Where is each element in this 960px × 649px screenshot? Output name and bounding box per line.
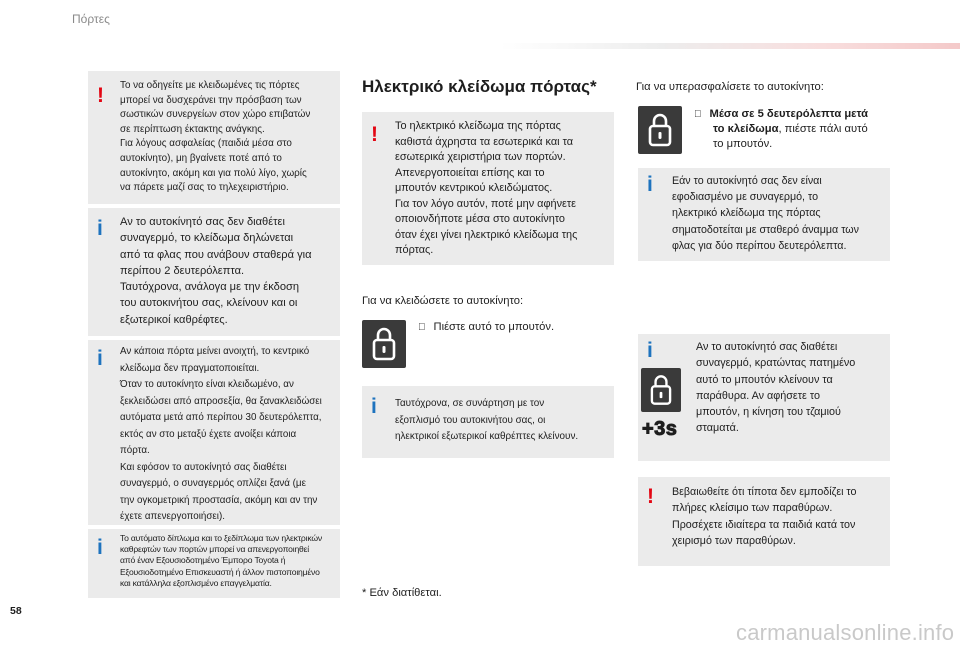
alarm-text — [696, 339, 855, 437]
text-line: Εάν το αυτοκίνητό σας δεν είναι — [672, 175, 822, 187]
text-line: από τα φλας που ανάβουν σταθερά για — [120, 248, 312, 261]
exclamation-icon: ! — [371, 123, 378, 146]
text-line: μπουτόν κεντρικού κλειδώματος. — [395, 182, 553, 194]
text-line: πόρτα. — [120, 445, 150, 456]
window-close-box — [638, 334, 890, 461]
text-line: φλας για δύο περίπου δευτερόλεπτα. — [672, 239, 847, 252]
text-line: καθρεφτών των πορτών μπορεί να απενεργοποιηθεί — [120, 544, 309, 555]
info-icon: i — [97, 347, 103, 370]
page-header-title: Πόρτες — [72, 12, 110, 26]
text-line: και κατάλληλα εξοπλισμένο επαγγελματία. — [120, 577, 272, 588]
text-line: περίπου 2 δευτερόλεπτα. — [120, 264, 245, 277]
text-line: να πάρετε μαζί σας το τηλεχειριστήριο. — [120, 182, 289, 194]
text-line: Αν το αυτοκίνητό σας δεν διαθέτει — [120, 216, 285, 228]
info-icon: i — [647, 173, 653, 196]
info-box-mirrors — [88, 529, 340, 598]
text-line: αυτοκίνητο), μη βγαίνετε ποτέ από το — [120, 152, 282, 164]
section-title: Ηλεκτρικό κλείδωμα πόρτας* — [362, 77, 597, 96]
text-line: σηματοδοτείται με σταθερό άναμμα των — [672, 223, 859, 236]
text-line: πόρτας. — [395, 244, 434, 256]
text-line: συναγερμό, ο συναγερμός οπλίζει ξανά (με — [120, 478, 306, 489]
text-line: ξεκλειδώσει από απροσεξία, θα ξανακλειδώσει — [120, 395, 322, 407]
info-text — [672, 173, 859, 254]
text-line: Το ηλεκτρικό κλείδωμα της πόρτας — [395, 120, 561, 132]
info-icon: i — [647, 339, 653, 362]
text-line: Απενεργοποιείται επίσης και το — [395, 166, 545, 179]
lock-icon — [638, 106, 682, 154]
info-text — [395, 396, 578, 446]
text-line: Για τον λόγο αυτόν, ποτέ μην αφήνετε — [395, 197, 577, 210]
superlock-step: Μέσα σε 5 δευτερόλεπτα μετά το κλείδωμα, πιέστε πάλι αυτό το μπουτόν. — [694, 107, 894, 152]
info-text — [120, 214, 312, 328]
text-line: Προσέχετε ιδιαίτερα τα παιδιά κατά τον — [672, 518, 856, 531]
text-line: την ογκομετρική προστασία, ακόμη και αν την — [120, 494, 318, 506]
lock-icon — [362, 320, 406, 368]
text-line: Και εφόσον το αυτοκίνητό σας διαθέτει — [120, 461, 287, 473]
text-line: σταματά. — [696, 422, 739, 435]
page-number: 58 — [10, 605, 22, 617]
text-line: όταν έχει γίνει ηλεκτρικό κλείδωμα της — [395, 228, 578, 241]
warning-box-locked-driving — [88, 71, 340, 204]
exclamation-icon: ! — [97, 84, 104, 107]
text-line: ηλεκτρικοί εξωτερικοί καθρέπτες κλείνουν. — [395, 431, 579, 442]
footnote: * Εάν διατίθεται. — [362, 587, 442, 599]
text-line: εσωτερικά χειριστήρια των πορτών. — [395, 151, 566, 163]
info-text — [120, 533, 322, 589]
text-line: αυτό το μπουτόν κλείνουν τα — [696, 373, 833, 386]
text-line: συναγερμό, το κλείδωμα δηλώνεται — [120, 232, 294, 245]
superlock-intro: Για να υπερασφαλίσετε το αυτοκίνητο: — [636, 81, 824, 93]
arrow-icon — [418, 322, 426, 333]
text-line: Το να οδηγείτε με κλειδωμένες τις πόρτες — [120, 80, 300, 91]
text-line: εξοπλισμό του αυτοκινήτου σας, οι — [395, 414, 546, 426]
lock-button-icon — [362, 320, 406, 368]
text-line: Αν κάποια πόρτα μείνει ανοιχτή, το κεντρικό — [120, 346, 310, 357]
text-line: Βεβαιωθείτε ότι τίποτα δεν εμποδίζει το — [672, 486, 857, 498]
text-line: Όταν το αυτοκίνητο είναι κλειδωμένο, αν — [120, 379, 294, 390]
text-line: Ταυτόχρονα, ανάλογα με την έκδοση — [120, 281, 300, 294]
warning-text — [120, 79, 310, 196]
text-line: οποιονδήποτε μέσα στο αυτοκίνητο — [395, 213, 565, 225]
warning-text — [395, 119, 577, 259]
arrow-icon — [694, 109, 702, 120]
watermark: carmanualsonline.info — [736, 620, 955, 645]
text-line: σωστικών συνεργείων στον χώρο επιβατών — [120, 109, 311, 121]
info-icon: i — [97, 536, 103, 559]
superlock-button-icon — [638, 106, 682, 154]
info-box-lock-signal — [88, 208, 340, 336]
text-line: κλείδωμα δεν πραγματοποιείται. — [120, 362, 260, 374]
info-text — [120, 344, 322, 526]
info-box-no-alarm — [638, 168, 890, 261]
exclamation-icon: ! — [647, 485, 654, 508]
text-line: σε περίπτωση έκτακτης ανάγκης. — [120, 123, 265, 135]
warning-box-windows — [638, 477, 890, 566]
text-line: καθιστά άχρηστα τα εσωτερικά και τα — [395, 135, 574, 148]
warning-box-electric-lock — [362, 112, 614, 265]
lock-button-icon — [641, 368, 681, 412]
text-line: από έναν Εξουσιοδοτημένο Έμπορο Toyota ή — [120, 555, 286, 566]
text-line: εφοδιασμένο με συναγερμό, το — [672, 191, 819, 204]
text-line: συναγερμό, κρατώντας πατημένο — [696, 357, 856, 370]
text-line: εκτός αν στο μεταξύ έχετε ανοίξει κάποια — [120, 428, 297, 440]
hold-duration-label: +3s — [642, 418, 678, 440]
text-line: πλήρες κλείσιμο των παραθύρων. — [672, 502, 833, 515]
info-icon: i — [371, 395, 377, 418]
text-line: μπουτόν, η κίνηση του τζαμιού — [696, 406, 841, 419]
lock-intro: Για να κλειδώσετε το αυτοκίνητο: — [362, 295, 524, 307]
lock-icon — [641, 368, 681, 412]
text-line: παράθυρα. Αν αφήσετε το — [696, 389, 820, 402]
text-line: έχετε απενεργοποιήσει). — [120, 511, 225, 522]
info-box-mirrors-close — [362, 386, 614, 458]
text-line: αυτόματα μετά από περίπου 30 δευτερόλεπτα, — [120, 412, 322, 423]
text-line: Το αυτόματο δίπλωμα και το ξεδίπλωμα των ηλεκτρικών — [120, 533, 322, 543]
text-line: μπορεί να δυσχεράνει την πρόσβαση των — [120, 94, 302, 106]
header-decorative-bar — [500, 43, 960, 49]
text-line: χειρισμό των παραθύρων. — [672, 535, 796, 548]
text-line: Αν το αυτοκίνητό σας διαθέτει — [696, 341, 838, 353]
text-line: του αυτοκινήτου σας, κλείνουν και οι — [120, 297, 298, 310]
text-line: εξωτερικοί καθρέφτες. — [120, 313, 228, 326]
info-box-door-open — [88, 340, 340, 525]
text-line: Ταυτόχρονα, σε συνάρτηση με τον — [395, 398, 545, 409]
info-icon: i — [97, 217, 103, 240]
lock-step: Πιέστε αυτό το μπουτόν. — [418, 320, 554, 335]
text-line: Εξουσιοδοτημένο Επισκευαστή ή άλλον πιστοποιημένο — [120, 566, 320, 577]
text-line: αυτοκίνητο, ακόμη και για πολύ λίγο, χωρίς — [120, 167, 307, 179]
warning-text — [672, 484, 856, 550]
text-line: Για λόγους ασφαλείας (παιδιά μέσα στο — [120, 138, 292, 150]
text-line: ηλεκτρικό κλείδωμα της πόρτας — [672, 207, 821, 220]
